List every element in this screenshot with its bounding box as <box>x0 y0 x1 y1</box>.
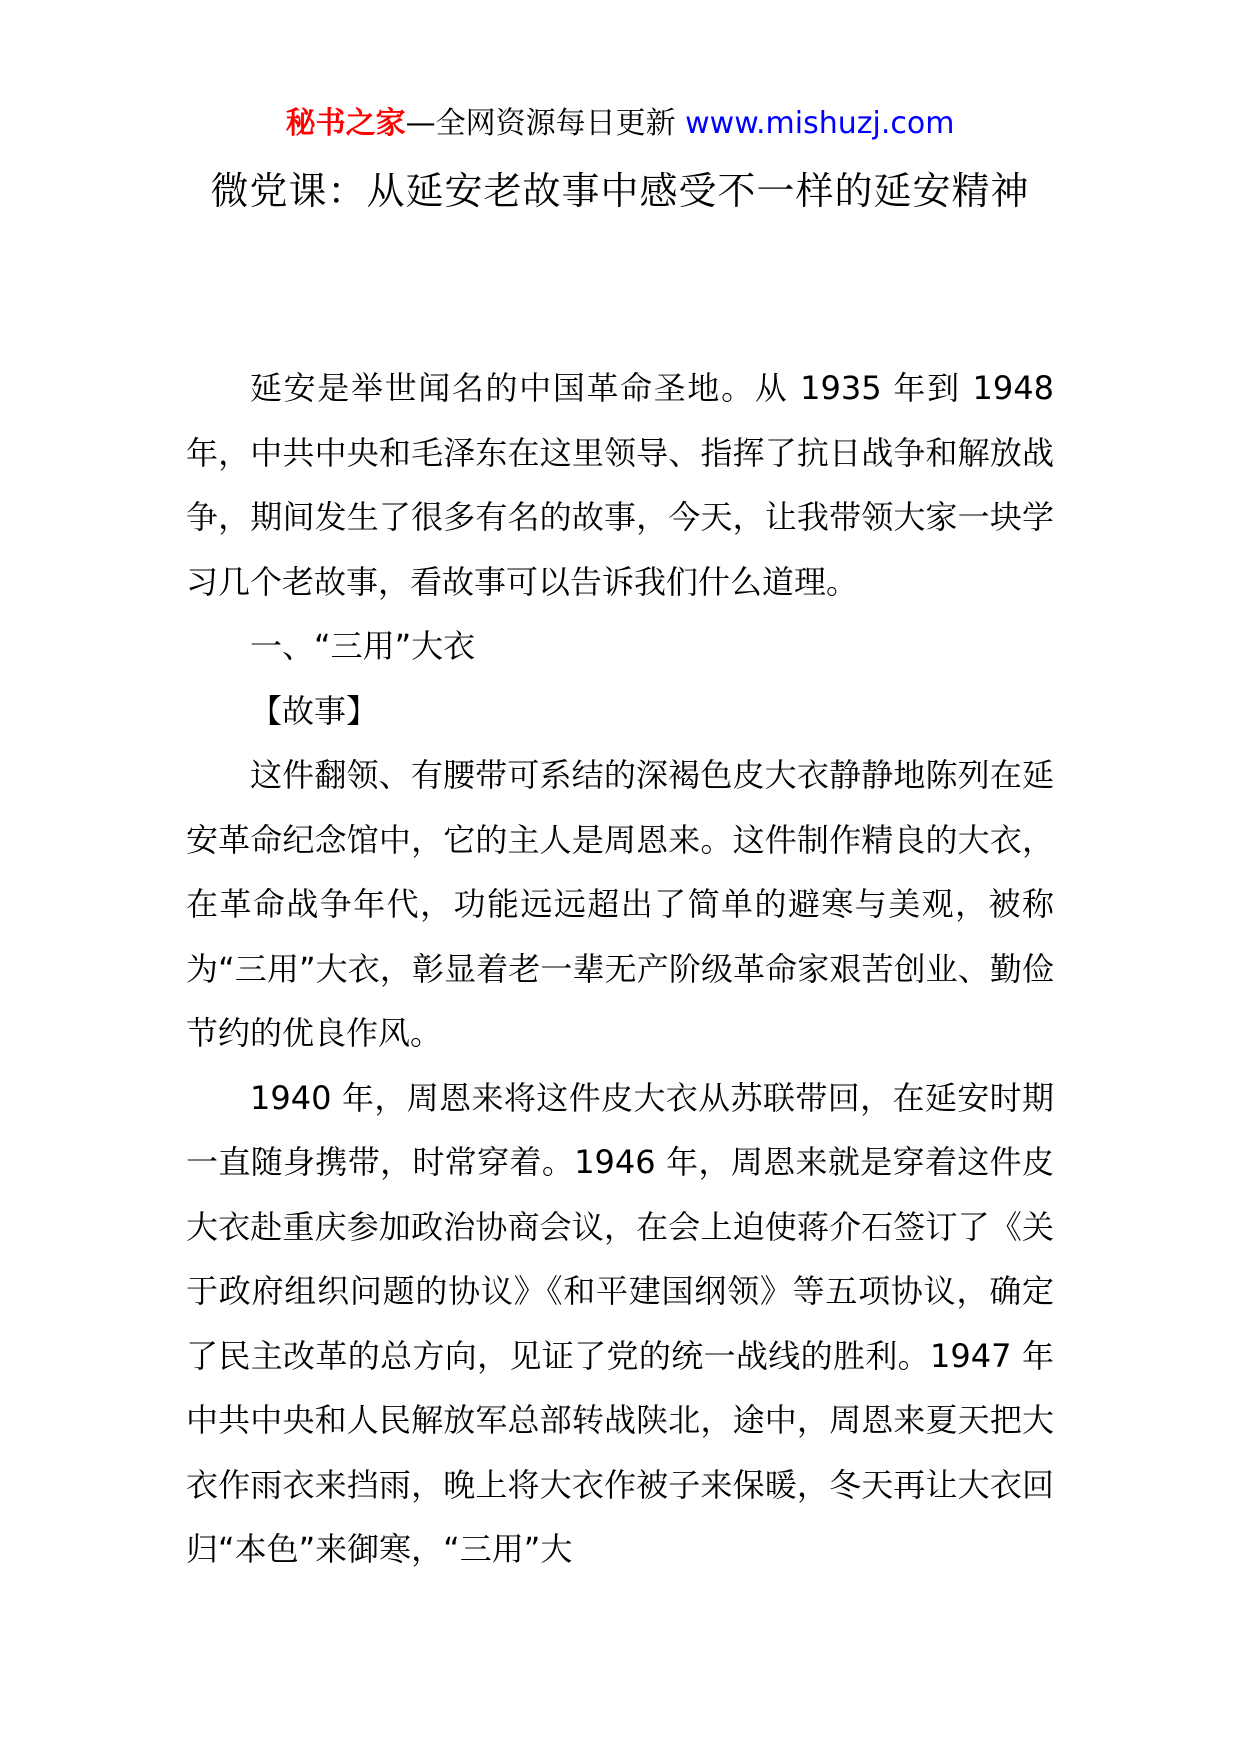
section-heading: 一、“三用”大衣 <box>250 627 476 665</box>
paragraph-story-1: 这件翻领、有腰带可系结的深褐色皮大衣静静地陈列在延安革命纪念馆中，它的主人是周恩来。这件制作精良的大衣，在革命战争年代，功能远远超出了简单的避寒与美观，被称为“三用”大衣，彰显着老一辈无产阶级革命家艰苦创业、勤俭节约的优良作风。 <box>186 756 1054 1052</box>
paragraph-story-2: 1940 年，周恩来将这件皮大衣从苏联带回，在延安时期一直随身携带，时常穿着。1946 年，周恩来就是穿着这件皮大衣赴重庆参加政治协商会议，在会上迫使蒋介石签订了《关于政府组织问题的协议》《和平建国纲领》等五项协议，确定了民主改革的总方向，见证了党的统一战线的胜利。1947 年中共中央和人民解放军总部转战陕北，途中，周恩来夏天把大衣作雨衣来挡雨，晚上将大衣作被子来保暖，冬天再让大衣回归“本色”来御寒，“三用”大 <box>186 1078 1054 1568</box>
document-title: 微党课：从延安老故事中感受不一样的延安精神 <box>210 169 1030 213</box>
document-body <box>186 356 1054 1582</box>
story-label: 【故事】 <box>250 691 379 730</box>
site-url-link[interactable]: www.mishuzj.com <box>685 106 955 141</box>
paragraph-intro: 延安是举世闻名的中国革命圣地。从 1935 年到 1948 年，中共中央和毛泽东在这里领导、指挥了抗日战争和解放战争，期间发生了很多有名的故事，今天，让我带领大家一块学习几个老故事，看故事可以告诉我们什么道理。 <box>186 369 1054 601</box>
header-tagline: —全网资源每日更新 <box>405 106 686 141</box>
brand-name: 秘书之家 <box>285 106 406 141</box>
site-header <box>0 104 1240 144</box>
